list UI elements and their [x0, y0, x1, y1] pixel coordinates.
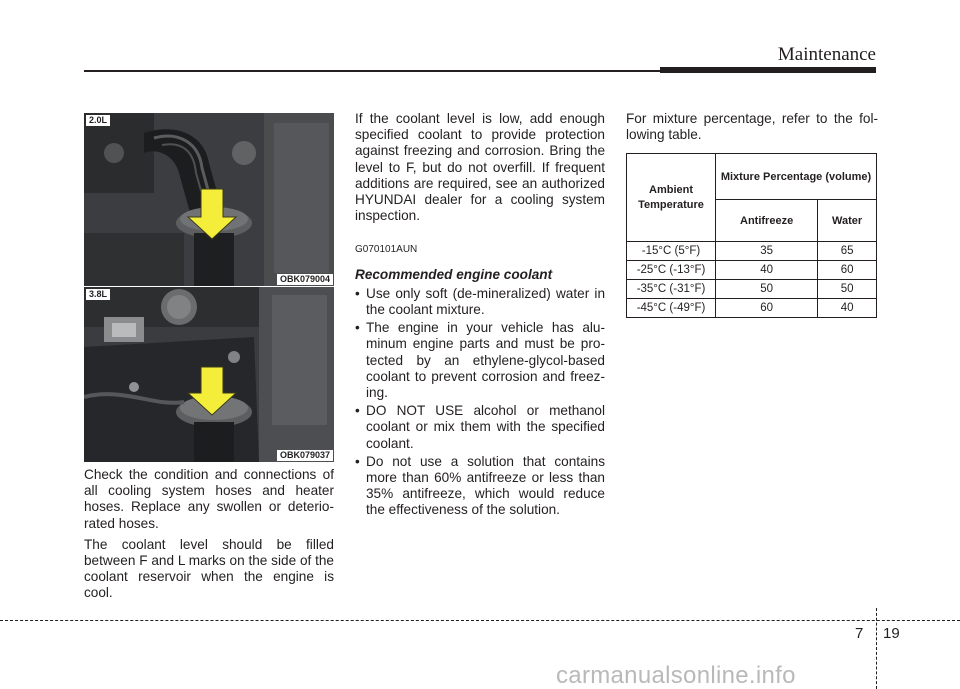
table-cell-temp: -45°C (-49°F): [627, 299, 716, 318]
engine-photo-3-8l: [84, 287, 334, 462]
page-number: 19: [883, 625, 900, 642]
table-cell-water: 60: [818, 261, 877, 280]
section-heading: Recommended engine coolant: [355, 266, 553, 282]
engine-label: 2.0L: [86, 115, 110, 126]
table-cell-antifreeze: 35: [716, 242, 818, 261]
engine-photo-illustration: [84, 287, 334, 462]
chapter-number: 7: [855, 625, 864, 642]
engine-label: 3.8L: [86, 289, 110, 300]
watermark: carmanualsonline.info: [556, 662, 796, 689]
section-code: G070101AUN: [355, 244, 418, 256]
image-code: OBK079037: [277, 450, 333, 461]
table-cell-temp: -25°C (-13°F): [627, 261, 716, 280]
coolant-bullet-list: [355, 286, 605, 519]
table-cell-antifreeze: 60: [716, 299, 818, 318]
engine-photo-2-0l: [84, 113, 334, 286]
table-header-antifreeze: Antifreeze: [716, 200, 818, 242]
text-column-2: [355, 111, 605, 521]
table-row: [627, 299, 877, 318]
coolant-mixture-table: [626, 153, 877, 318]
page-header-title: Maintenance: [777, 44, 876, 65]
list-item: • DO NOT USE alcohol or methanol coolant or mix them with the specified coolant.: [355, 403, 605, 452]
list-item: • The engine in your vehicle has alu-minum engine parts and must be pro-tected by an ethylene-glycol-based coolant to prevent corrosion and freez-ing.: [355, 320, 605, 401]
table-row: [627, 261, 877, 280]
table-row: [627, 280, 877, 299]
image-code: OBK079004: [277, 274, 333, 285]
header-rule: [84, 70, 664, 72]
text-column-3: [626, 111, 878, 148]
paragraph-hoses: Check the condition and connections of all cooling system hoses and heater hoses. Replace any swollen or deterio-rated hoses.: [84, 467, 334, 531]
text-column-1: [84, 467, 334, 607]
table-row: [627, 242, 877, 261]
table-cell-antifreeze: 40: [716, 261, 818, 280]
paragraph-mixture-ref: For mixture percentage, refer to the fol-lowing table.: [626, 111, 878, 143]
table-header-mixture: Mixture Percentage (volume): [716, 154, 877, 200]
table-cell-water: 40: [818, 299, 877, 318]
paragraph-low-coolant: If the coolant level is low, add enough specified coolant to provide protection against freezing and corrosion. Bring the level to F, but do not overfill. If frequent additions are required, see an authorized HYUNDAI dealer for a cooling system inspection.: [355, 111, 605, 224]
list-item: • Do not use a solution that contains more than 60% antifreeze or less than 35% antifreeze, which would reduce the effectiveness of the solution.: [355, 454, 605, 519]
paragraph-coolant-level: The coolant level should be filled between F and L marks on the side of the coolant reservoir when the engine is cool.: [84, 536, 334, 601]
footer-rule: [0, 620, 960, 621]
table-cell-temp: -35°C (-31°F): [627, 280, 716, 299]
header-rule-accent: [660, 67, 876, 73]
table-cell-antifreeze: 50: [716, 280, 818, 299]
table-header-ambient: Ambient Temperature: [627, 154, 716, 242]
table-header-water: Water: [818, 200, 877, 242]
table-cell-water: 65: [818, 242, 877, 261]
table-cell-temp: -15°C (5°F): [627, 242, 716, 261]
list-item: • Use only soft (de-mineralized) water in the coolant mixture.: [355, 286, 605, 318]
table-cell-water: 50: [818, 280, 877, 299]
engine-photo-illustration: [84, 113, 334, 286]
footer-divider: [876, 608, 877, 689]
